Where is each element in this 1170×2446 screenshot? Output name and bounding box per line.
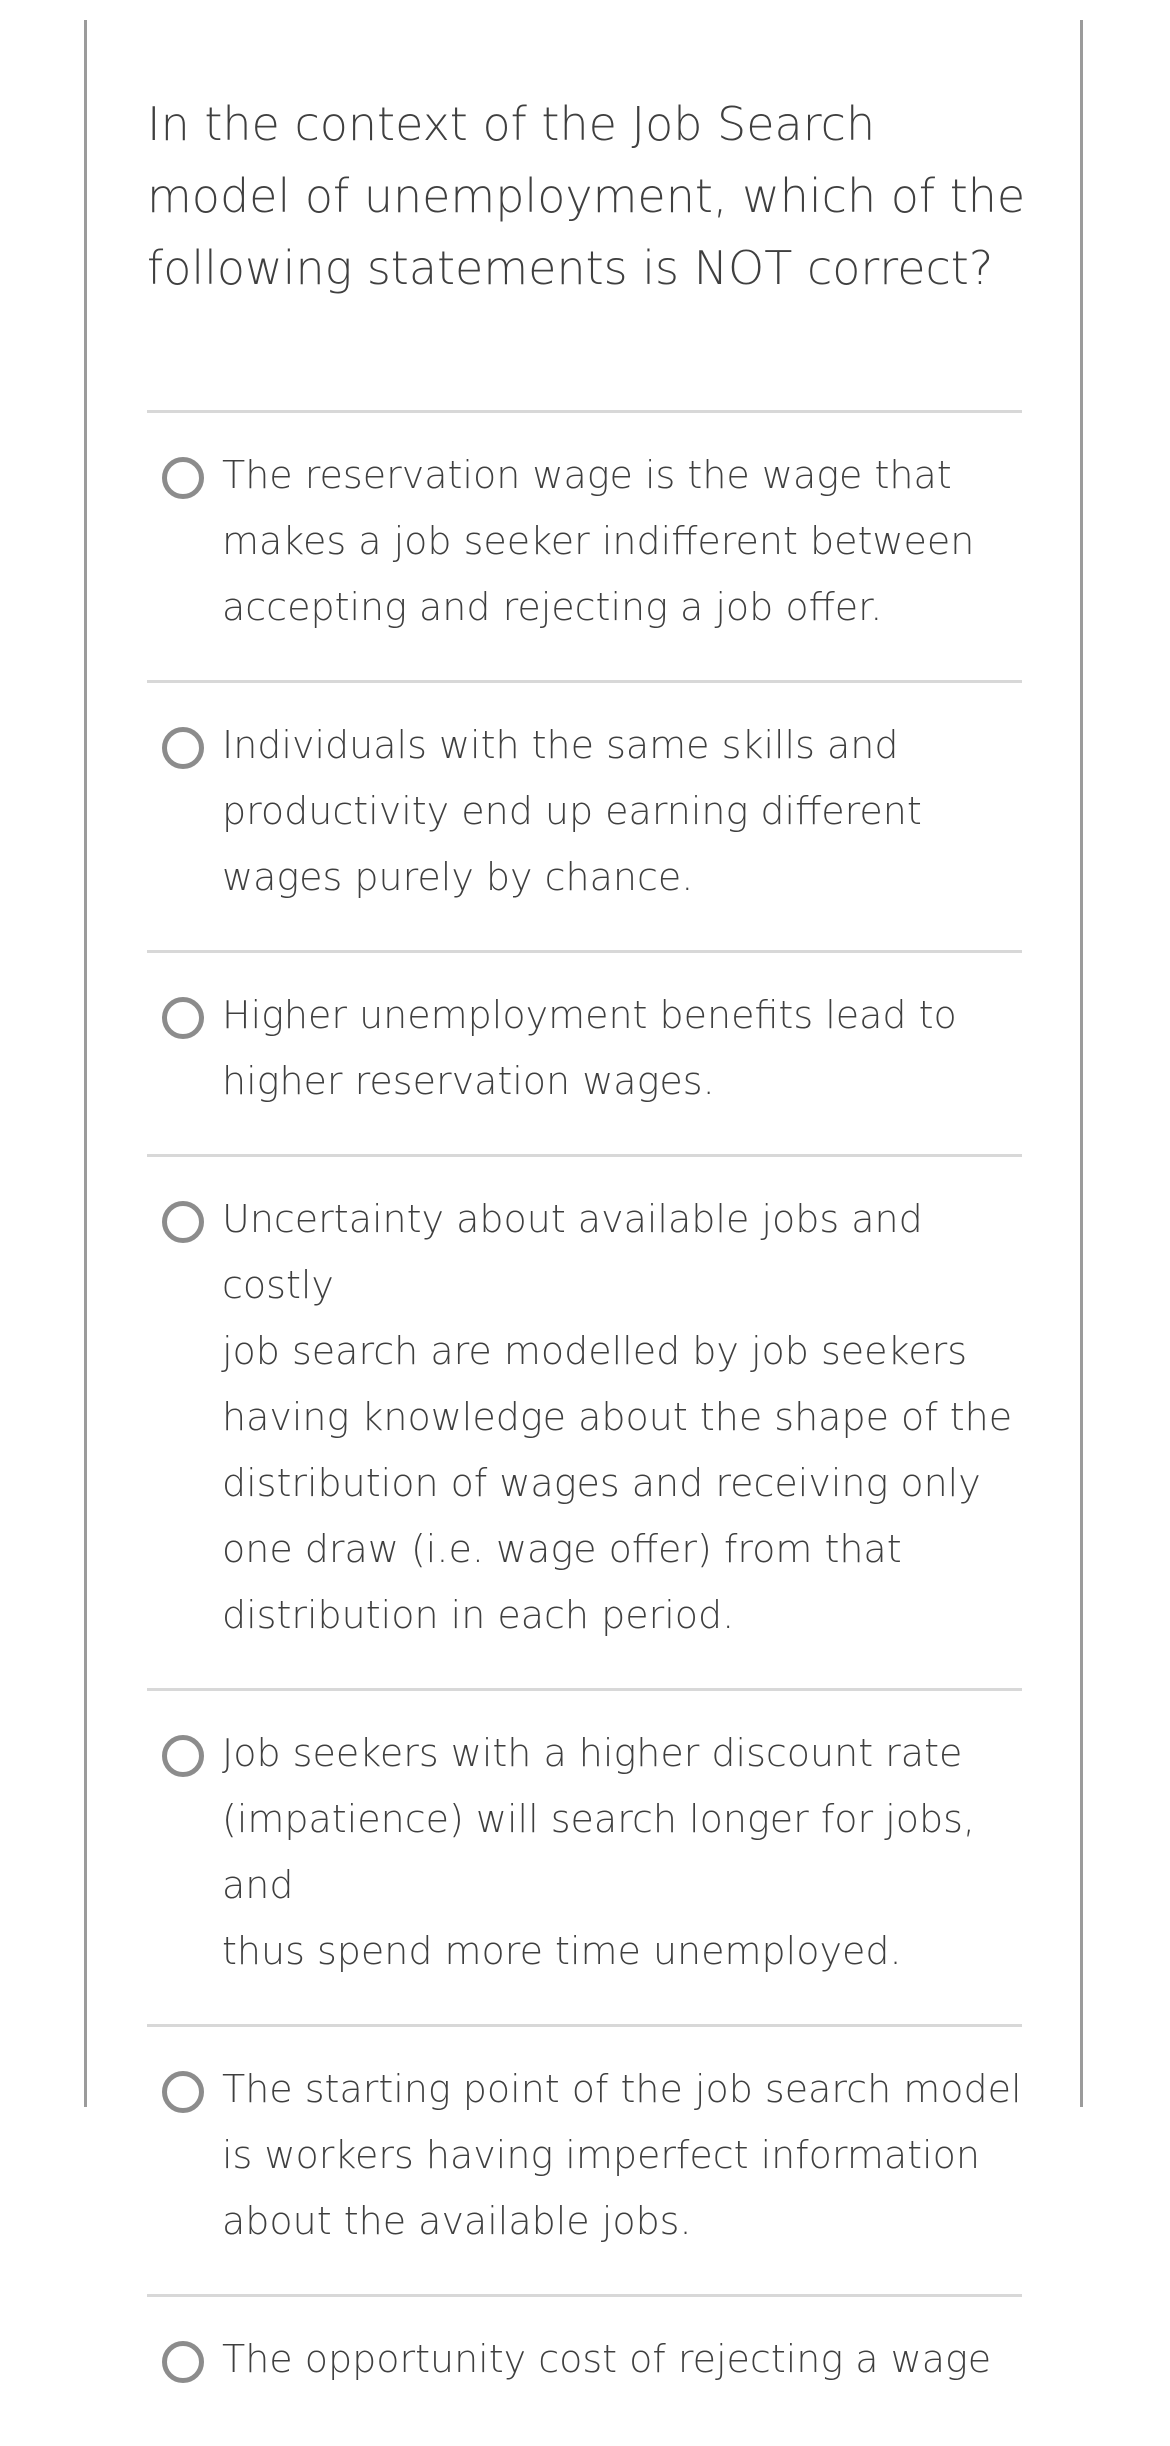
answer-option[interactable] [147, 2294, 1022, 2446]
radio-button[interactable] [162, 2341, 204, 2383]
answer-option[interactable] [147, 410, 1022, 680]
answer-option[interactable] [147, 1154, 1022, 1688]
answer-option-text: The reservation wage is the wage that makes a job seeker indifferent between accepting and rejecting a job offer. [222, 453, 975, 629]
answer-option-text: Higher unemployment benefits lead to higher reservation wages. [222, 993, 957, 1103]
answer-option-text: Individuals with the same skills and productivity end up earning different wages purely by chance. [222, 723, 922, 899]
radio-button[interactable] [162, 997, 204, 1039]
answer-option-text: Job seekers with a higher discount rate (impatience) will search longer for jobs, and thus spend more time unemployed. [222, 1731, 975, 1973]
radio-button[interactable] [162, 727, 204, 769]
answer-option[interactable] [147, 1688, 1022, 2024]
answer-option-text: Uncertainty about available jobs and costly job search are modelled by job seekers having knowledge about the shape of the distribution of wages and receiving only one draw (i.e. wage offer) from that distribution in each period. [222, 1197, 1013, 1637]
radio-button[interactable] [162, 1201, 204, 1243]
question-text: In the context of the Job Search model of unemployment, which of the following statements is NOT correct? [147, 97, 1026, 295]
answer-option[interactable] [147, 950, 1022, 1154]
answer-option-text: The starting point of the job search model is workers having imperfect information about the available jobs. [222, 2067, 1022, 2243]
answer-option[interactable] [147, 680, 1022, 950]
radio-button[interactable] [162, 457, 204, 499]
answer-options [147, 410, 1022, 2446]
answer-option[interactable] [147, 2024, 1022, 2294]
radio-button[interactable] [162, 1735, 204, 1777]
answer-option-text: The opportunity cost of rejecting a wage [222, 2337, 992, 2381]
